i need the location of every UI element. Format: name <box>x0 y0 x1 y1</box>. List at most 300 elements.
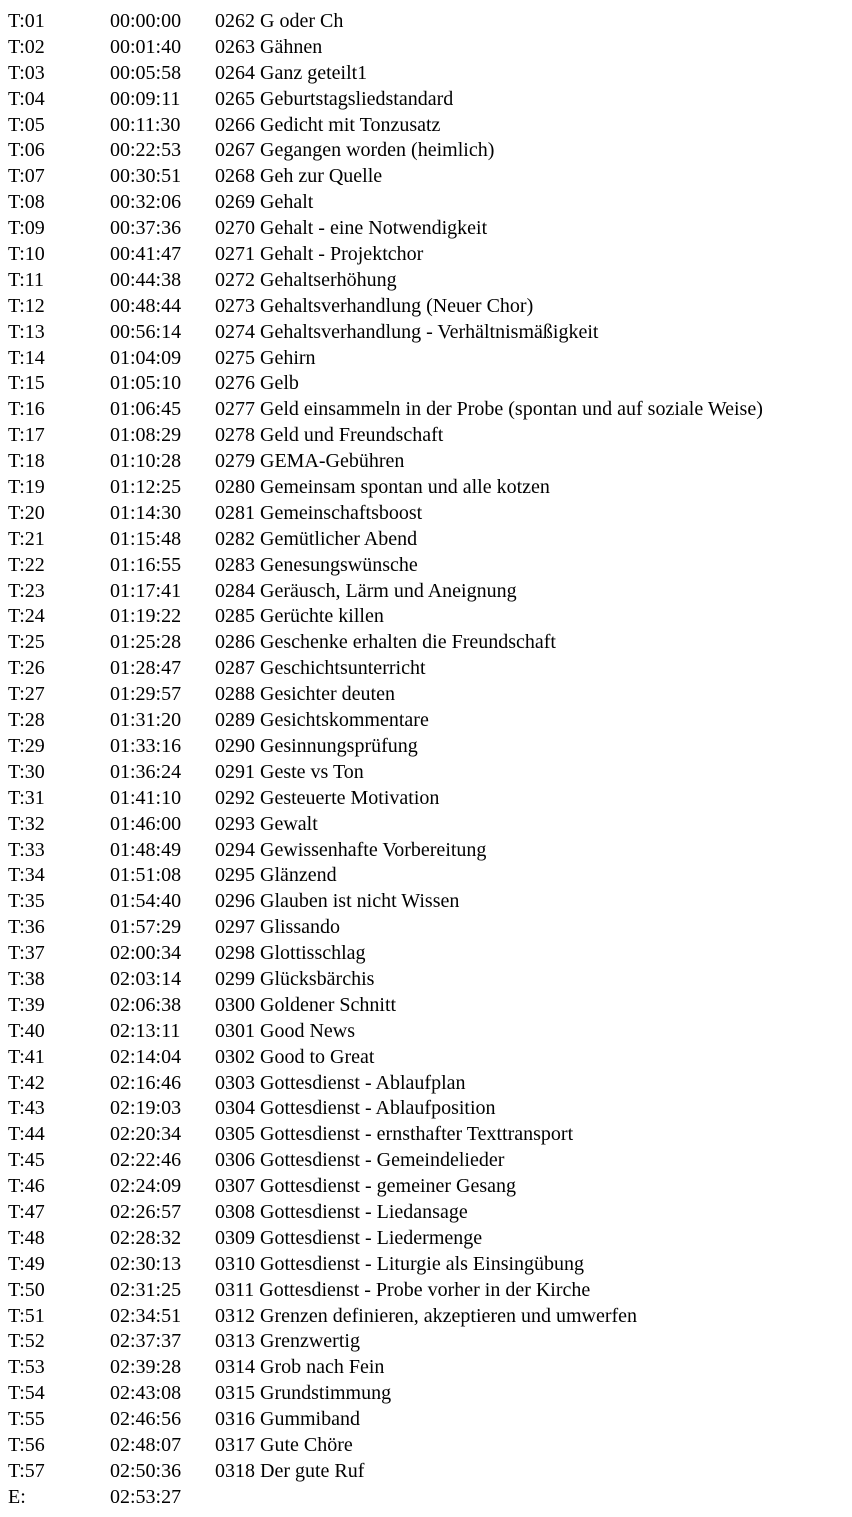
track-row <box>8 501 852 527</box>
track-marker: T:10 <box>8 243 45 266</box>
track-time: 02:50:36 <box>110 1459 182 1482</box>
track-row <box>8 786 852 812</box>
track-entry <box>215 346 852 372</box>
track-entry <box>215 1019 852 1045</box>
track-marker: T:56 <box>8 1433 45 1456</box>
track-row <box>8 1096 852 1122</box>
track-marker: T:40 <box>8 1019 45 1042</box>
track-entry <box>215 1459 852 1485</box>
track-entry <box>215 1407 852 1433</box>
track-marker: T:34 <box>8 864 45 887</box>
track-title: Gewissenhafte Vorbereitung <box>260 838 487 861</box>
track-row <box>8 294 852 320</box>
track-marker: T:44 <box>8 1123 45 1146</box>
track-time: 02:28:32 <box>110 1226 182 1249</box>
track-number: 0306 <box>215 1149 255 1172</box>
track-marker: T:15 <box>8 372 45 395</box>
track-entry <box>215 1148 852 1174</box>
track-row <box>8 35 852 61</box>
track-entry <box>215 320 852 346</box>
track-time: 00:09:11 <box>110 87 181 110</box>
track-title: Geste vs Ton <box>260 760 364 783</box>
track-entry <box>215 1200 852 1226</box>
track-number: 0304 <box>215 1097 255 1120</box>
track-title: Gottesdienst - gemeiner Gesang <box>260 1175 517 1198</box>
track-entry <box>215 1355 852 1381</box>
track-time: 00:01:40 <box>110 35 182 58</box>
track-row <box>8 1200 852 1226</box>
track-row <box>8 967 852 993</box>
track-marker: T:12 <box>8 294 45 317</box>
track-time: 02:48:07 <box>110 1433 182 1456</box>
track-time: 00:30:51 <box>110 165 182 188</box>
track-number: 0284 <box>215 579 255 602</box>
track-time: 01:54:40 <box>110 890 182 913</box>
track-time: 02:46:56 <box>110 1408 182 1431</box>
track-marker: T:05 <box>8 113 45 136</box>
track-row <box>8 630 852 656</box>
track-marker: T:04 <box>8 87 45 110</box>
track-marker: T:43 <box>8 1097 45 1120</box>
track-title: Glänzend <box>260 864 337 887</box>
track-number: 0312 <box>215 1304 255 1327</box>
track-entry <box>215 915 852 941</box>
track-title: GEMA-Gebühren <box>260 450 405 473</box>
track-entry <box>215 1174 852 1200</box>
track-title: Gemeinschaftsboost <box>260 501 423 524</box>
track-entry <box>215 863 852 889</box>
track-title: Gesteuerte Motivation <box>260 786 440 809</box>
track-entry <box>215 9 852 35</box>
track-marker: T:50 <box>8 1278 45 1301</box>
track-marker: T:30 <box>8 760 45 783</box>
track-number: 0276 <box>215 372 255 395</box>
track-entry <box>215 294 852 320</box>
track-marker: T:54 <box>8 1382 45 1405</box>
track-number: 0298 <box>215 942 255 965</box>
track-row <box>8 423 852 449</box>
track-entry <box>215 993 852 1019</box>
track-marker: T:20 <box>8 501 45 524</box>
track-row <box>8 579 852 605</box>
track-title: Der gute Ruf <box>260 1459 365 1482</box>
track-time: 02:13:11 <box>110 1019 181 1042</box>
track-number: 0297 <box>215 916 255 939</box>
track-number: 0292 <box>215 786 255 809</box>
track-number: 0267 <box>215 139 255 162</box>
track-time: 02:24:09 <box>110 1175 182 1198</box>
track-row <box>8 941 852 967</box>
track-time: 01:36:24 <box>110 760 182 783</box>
track-row <box>8 1485 852 1511</box>
track-title: Gehalt - eine Notwendigkeit <box>260 217 488 240</box>
track-row <box>8 1304 852 1330</box>
track-number: 0293 <box>215 812 255 835</box>
track-marker: T:02 <box>8 35 45 58</box>
track-row <box>8 838 852 864</box>
track-marker: T:45 <box>8 1149 45 1172</box>
track-marker: T:03 <box>8 61 45 84</box>
track-marker: T:25 <box>8 631 45 654</box>
track-time: 02:26:57 <box>110 1200 182 1223</box>
track-entry <box>215 1122 852 1148</box>
track-number: 0273 <box>215 294 255 317</box>
track-entry <box>215 708 852 734</box>
track-marker: T:22 <box>8 553 45 576</box>
track-row <box>8 242 852 268</box>
track-number: 0286 <box>215 631 255 654</box>
track-entry <box>215 475 852 501</box>
track-title: Glissando <box>260 916 340 939</box>
track-row <box>8 1252 852 1278</box>
track-number: 0310 <box>215 1252 255 1275</box>
track-number: 0280 <box>215 476 255 499</box>
track-entry <box>215 604 852 630</box>
track-number: 0316 <box>215 1408 255 1431</box>
track-marker: T:52 <box>8 1330 45 1353</box>
track-number: 0300 <box>215 993 255 1016</box>
track-title: Gottesdienst - Probe vorher in der Kirche <box>259 1278 591 1301</box>
track-marker: T:11 <box>8 268 45 291</box>
track-marker: T:29 <box>8 734 45 757</box>
track-entry <box>215 1381 852 1407</box>
track-number: 0287 <box>215 657 255 680</box>
track-title: Grundstimmung <box>260 1382 392 1405</box>
track-marker: T:13 <box>8 320 45 343</box>
track-number: 0279 <box>215 450 255 473</box>
track-time: 00:22:53 <box>110 139 182 162</box>
track-title: Glauben ist nicht Wissen <box>260 890 460 913</box>
track-row <box>8 863 852 889</box>
track-entry <box>215 242 852 268</box>
track-time: 01:15:48 <box>110 527 182 550</box>
track-time: 01:06:45 <box>110 398 182 421</box>
track-number: 0281 <box>215 501 255 524</box>
track-row <box>8 113 852 139</box>
track-number: 0278 <box>215 424 255 447</box>
track-number: 0271 <box>215 243 255 266</box>
track-title: Gottesdienst - ernsthafter Texttransport <box>260 1123 574 1146</box>
track-number: 0269 <box>215 191 255 214</box>
track-time: 01:10:28 <box>110 450 182 473</box>
track-title: Geschenke erhalten die Freundschaft <box>260 631 556 654</box>
track-time: 01:04:09 <box>110 346 182 369</box>
track-number: 0296 <box>215 890 255 913</box>
track-time: 02:37:37 <box>110 1330 182 1353</box>
track-marker: T:46 <box>8 1175 45 1198</box>
track-title: Geräusch, Lärm und Aneignung <box>260 579 517 602</box>
track-number: 0308 <box>215 1200 255 1223</box>
track-marker: T:55 <box>8 1408 45 1431</box>
track-marker: T:18 <box>8 450 45 473</box>
track-row <box>8 346 852 372</box>
track-row <box>8 760 852 786</box>
track-row <box>8 268 852 294</box>
track-title: Gottesdienst - Liturgie als Einsingübung <box>260 1252 585 1275</box>
track-entry <box>215 760 852 786</box>
track-time: 01:05:10 <box>110 372 182 395</box>
track-title: Gehalt - Projektchor <box>260 243 424 266</box>
track-entry <box>215 941 852 967</box>
track-title: Geld einsammeln in der Probe (spontan und auf soziale Weise) <box>260 398 763 421</box>
track-marker: T:38 <box>8 967 45 990</box>
track-time: 01:16:55 <box>110 553 182 576</box>
track-entry <box>215 889 852 915</box>
track-title: Gesichtskommentare <box>260 709 429 732</box>
track-time: 00:37:36 <box>110 217 182 240</box>
track-title: Gähnen <box>260 35 323 58</box>
track-entry <box>215 1278 852 1304</box>
track-number: 0309 <box>215 1226 255 1249</box>
track-entry <box>215 449 852 475</box>
track-entry <box>215 1071 852 1097</box>
track-title: Gottesdienst - Liedansage <box>260 1200 468 1223</box>
track-number: 0272 <box>215 268 255 291</box>
track-entry <box>215 1329 852 1355</box>
track-entry <box>215 371 852 397</box>
track-time: 02:31:25 <box>110 1278 182 1301</box>
track-title: Gottesdienst - Gemeindelieder <box>260 1149 505 1172</box>
track-marker: T:27 <box>8 683 45 706</box>
track-title: Gehalt <box>260 191 314 214</box>
track-time: 01:51:08 <box>110 864 182 887</box>
track-entry <box>215 87 852 113</box>
track-time: 01:14:30 <box>110 501 182 524</box>
track-marker: T:57 <box>8 1459 45 1482</box>
track-number: 0301 <box>215 1019 255 1042</box>
track-row <box>8 553 852 579</box>
track-number: 0313 <box>215 1330 255 1353</box>
track-row <box>8 475 852 501</box>
track-number: 0295 <box>215 864 255 887</box>
track-number: 0283 <box>215 553 255 576</box>
track-time: 02:34:51 <box>110 1304 182 1327</box>
track-time: 01:08:29 <box>110 424 182 447</box>
track-entry <box>215 656 852 682</box>
track-marker: T:19 <box>8 476 45 499</box>
track-title: Gemütlicher Abend <box>260 527 418 550</box>
track-time: 00:56:14 <box>110 320 182 343</box>
track-number: 0318 <box>215 1459 255 1482</box>
track-entry <box>215 397 852 423</box>
track-number: 0305 <box>215 1123 255 1146</box>
track-marker: T:53 <box>8 1356 45 1379</box>
track-number: 0302 <box>215 1045 255 1068</box>
track-time: 02:22:46 <box>110 1149 182 1172</box>
track-entry <box>215 838 852 864</box>
track-row <box>8 87 852 113</box>
track-row <box>8 1045 852 1071</box>
track-time: 02:19:03 <box>110 1097 182 1120</box>
track-title: Geschichtsunterricht <box>260 657 426 680</box>
track-title: Grob nach Fein <box>260 1356 385 1379</box>
track-time: 01:46:00 <box>110 812 182 835</box>
track-marker: T:35 <box>8 890 45 913</box>
track-marker: T:49 <box>8 1252 45 1275</box>
track-title: Gerüchte killen <box>260 605 384 628</box>
track-time: 00:05:58 <box>110 61 182 84</box>
track-entry <box>215 35 852 61</box>
track-time: 01:41:10 <box>110 786 182 809</box>
track-marker: T:09 <box>8 217 45 240</box>
track-title: Gottesdienst - Liedermenge <box>260 1226 483 1249</box>
track-time: 02:30:13 <box>110 1252 182 1275</box>
track-title: Genesungswünsche <box>260 553 418 576</box>
track-marker: T:23 <box>8 579 45 602</box>
track-row <box>8 682 852 708</box>
track-entry <box>215 113 852 139</box>
track-row <box>8 915 852 941</box>
track-entry <box>215 268 852 294</box>
track-number: 0274 <box>215 320 255 343</box>
track-title: Good to Great <box>260 1045 375 1068</box>
track-time: 00:48:44 <box>110 294 182 317</box>
track-time: 01:33:16 <box>110 734 182 757</box>
track-row <box>8 164 852 190</box>
track-marker: T:26 <box>8 657 45 680</box>
track-time: 01:29:57 <box>110 683 182 706</box>
track-time: 01:19:22 <box>110 605 182 628</box>
track-entry <box>215 1045 852 1071</box>
track-marker: T:16 <box>8 398 45 421</box>
track-marker: E: <box>8 1485 26 1508</box>
track-time: 00:00:00 <box>110 10 182 32</box>
track-title: Gegangen worden (heimlich) <box>260 139 495 162</box>
track-row <box>8 320 852 346</box>
track-marker: T:32 <box>8 812 45 835</box>
track-time: 00:41:47 <box>110 243 182 266</box>
track-row <box>8 1355 852 1381</box>
track-title: G oder Ch <box>260 10 344 32</box>
track-time: 02:43:08 <box>110 1382 182 1405</box>
track-row <box>8 1433 852 1459</box>
track-number: 0303 <box>215 1071 255 1094</box>
track-marker: T:37 <box>8 942 45 965</box>
track-title: Gelb <box>260 372 299 395</box>
track-title: Gewalt <box>260 812 318 835</box>
track-title: Grenzwertig <box>260 1330 360 1353</box>
track-time: 01:28:47 <box>110 657 182 680</box>
track-entry <box>215 501 852 527</box>
track-time: 01:12:25 <box>110 476 182 499</box>
track-row <box>8 397 852 423</box>
track-number: 0299 <box>215 967 255 990</box>
track-marker: T:14 <box>8 346 45 369</box>
track-title: Ganz geteilt1 <box>260 61 368 84</box>
track-marker: T:08 <box>8 191 45 214</box>
track-time: 01:57:29 <box>110 916 182 939</box>
track-number: 0275 <box>215 346 255 369</box>
track-row <box>8 61 852 87</box>
track-time: 00:32:06 <box>110 191 182 214</box>
track-number: 0282 <box>215 527 255 550</box>
track-number: 0266 <box>215 113 255 136</box>
track-row <box>8 1459 852 1485</box>
track-title: Glücksbärchis <box>260 967 375 990</box>
track-entry <box>215 1096 852 1122</box>
track-time: 01:48:49 <box>110 838 182 861</box>
track-number: 0262 <box>215 10 255 32</box>
track-title: Geld und Freundschaft <box>260 424 444 447</box>
track-time: 02:14:04 <box>110 1045 182 1068</box>
track-title: Gummiband <box>260 1408 360 1431</box>
track-entry <box>215 61 852 87</box>
track-number: 0291 <box>215 760 255 783</box>
track-row <box>8 1071 852 1097</box>
track-title: Gemeinsam spontan und alle kotzen <box>260 476 550 499</box>
track-entry <box>215 579 852 605</box>
track-row <box>8 734 852 760</box>
track-time: 01:31:20 <box>110 709 182 732</box>
track-row <box>8 1329 852 1355</box>
track-marker: T:39 <box>8 993 45 1016</box>
track-row <box>8 708 852 734</box>
track-marker: T:51 <box>8 1304 45 1327</box>
track-entry <box>215 216 852 242</box>
track-row <box>8 1148 852 1174</box>
track-number: 0311 <box>215 1278 255 1301</box>
track-row <box>8 993 852 1019</box>
track-marker: T:41 <box>8 1045 45 1068</box>
track-number: 0315 <box>215 1382 255 1405</box>
track-title: Gottesdienst - Ablaufplan <box>260 1071 466 1094</box>
track-entry <box>215 1304 852 1330</box>
track-marker: T:47 <box>8 1200 45 1223</box>
track-time: 01:25:28 <box>110 631 182 654</box>
track-time: 02:03:14 <box>110 967 182 990</box>
track-number: 0307 <box>215 1175 255 1198</box>
track-row <box>8 1122 852 1148</box>
track-row <box>8 216 852 242</box>
track-marker: T:07 <box>8 165 45 188</box>
track-time: 02:06:38 <box>110 993 182 1016</box>
track-marker: T:33 <box>8 838 45 861</box>
track-row <box>8 1019 852 1045</box>
track-entry <box>215 164 852 190</box>
track-marker: T:21 <box>8 527 45 550</box>
track-entry <box>215 1226 852 1252</box>
track-entry <box>215 682 852 708</box>
track-time: 02:16:46 <box>110 1071 182 1094</box>
track-entry <box>215 630 852 656</box>
track-number: 0314 <box>215 1356 255 1379</box>
track-entry <box>215 786 852 812</box>
track-marker: T:01 <box>8 10 45 32</box>
track-row <box>8 656 852 682</box>
track-number: 0264 <box>215 61 255 84</box>
track-row <box>8 604 852 630</box>
track-title: Glottisschlag <box>260 942 366 965</box>
track-time: 01:17:41 <box>110 579 182 602</box>
track-title: Gesinnungsprüfung <box>260 734 418 757</box>
track-title: Gute Chöre <box>260 1433 353 1456</box>
track-entry <box>215 553 852 579</box>
track-title: Grenzen definieren, akzeptieren und umwerfen <box>260 1304 638 1327</box>
track-entry <box>215 1252 852 1278</box>
track-time: 02:00:34 <box>110 942 182 965</box>
track-row <box>8 889 852 915</box>
track-title: Goldener Schnitt <box>260 993 397 1016</box>
track-entry <box>215 812 852 838</box>
track-row <box>8 371 852 397</box>
track-title: Geh zur Quelle <box>260 165 383 188</box>
track-time: 02:53:27 <box>110 1485 182 1508</box>
track-number: 0285 <box>215 605 255 628</box>
track-marker: T:24 <box>8 605 45 628</box>
track-number: 0294 <box>215 838 255 861</box>
track-title: Gehaltsverhandlung (Neuer Chor) <box>260 294 534 317</box>
track-title: Gesichter deuten <box>260 683 395 706</box>
